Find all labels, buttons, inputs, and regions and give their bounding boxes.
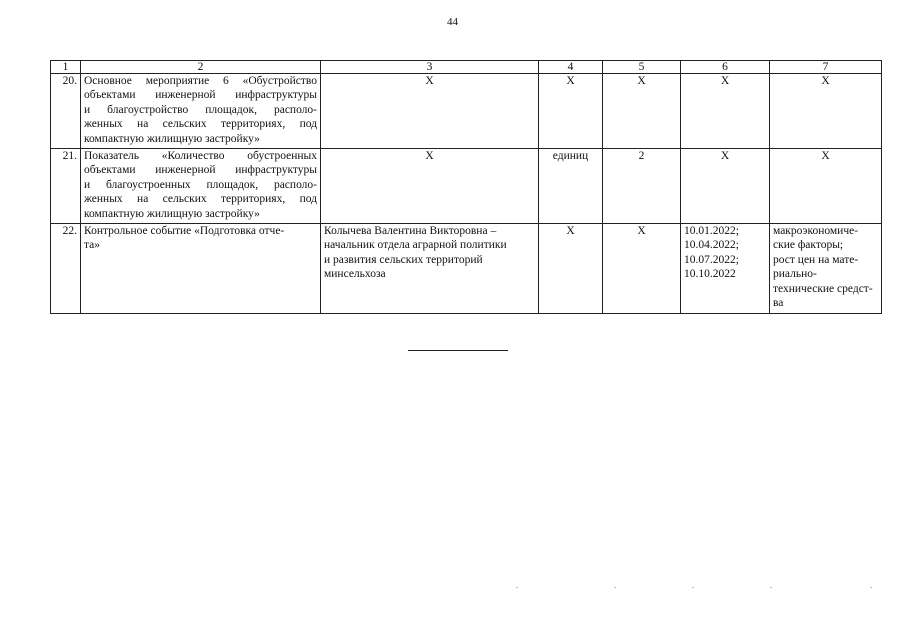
cell-text-line: 10.04.2022; bbox=[684, 239, 739, 252]
cell-text-line: минсельхоза bbox=[324, 268, 386, 281]
cell-text-line: риально- bbox=[773, 268, 817, 281]
value-cell: 2 bbox=[603, 149, 681, 224]
cell-text-line: Колычева Валентина Викторовна – bbox=[324, 225, 497, 237]
table-row bbox=[51, 224, 882, 314]
unit-cell: Х bbox=[539, 224, 603, 314]
scan-artifact bbox=[770, 587, 772, 588]
column-header: 2 bbox=[81, 61, 321, 74]
risk-factors-cell bbox=[770, 74, 882, 149]
separator-line bbox=[408, 350, 508, 351]
cell-text-line: женных на сельских территориях, под bbox=[84, 193, 317, 206]
cell-text-line: и развития сельских территорий bbox=[324, 253, 483, 266]
unit-cell: Х bbox=[539, 74, 603, 149]
risk-factors-cell bbox=[770, 224, 882, 314]
cell-text-line: та» bbox=[84, 239, 101, 252]
cell-text-line: Х bbox=[425, 150, 434, 162]
cell-text-line: 10.01.2022; bbox=[684, 225, 739, 237]
column-header: 6 bbox=[681, 61, 770, 74]
cell-text-line: объектами инженерной инфраструктуры bbox=[84, 89, 317, 102]
date-cell bbox=[681, 74, 770, 149]
cell-text-line: 10.10.2022 bbox=[684, 268, 736, 281]
date-cell bbox=[681, 149, 770, 224]
cell-text-line: компактную жилищную застройку» bbox=[84, 132, 260, 145]
cell-text-line: компактную жилищную застройку» bbox=[84, 207, 260, 220]
cell-text-line: и благоустроенных площадок, располо- bbox=[84, 178, 317, 191]
name-cell bbox=[81, 149, 321, 224]
cell-text-line: макроэкономиче- bbox=[773, 225, 859, 237]
scan-artifact bbox=[516, 587, 518, 588]
cell-text-line: Показатель «Количество обустроенных bbox=[84, 150, 317, 162]
cell-text-line: женных на сельских территориях, под bbox=[84, 118, 317, 131]
row-number-cell: 21. bbox=[51, 149, 81, 224]
responsible-cell bbox=[321, 224, 539, 314]
activities-table bbox=[50, 60, 882, 314]
date-cell bbox=[681, 224, 770, 314]
cell-text-line: Х bbox=[821, 75, 830, 87]
table-row bbox=[51, 149, 882, 224]
column-header: 3 bbox=[321, 61, 539, 74]
cell-text-line: технические средст- bbox=[773, 282, 873, 295]
scan-artifact bbox=[692, 587, 694, 588]
cell-text-line: ва bbox=[773, 297, 784, 310]
row-number-cell: 22. bbox=[51, 224, 81, 314]
value-cell: Х bbox=[603, 224, 681, 314]
cell-text-line: Х bbox=[425, 75, 434, 87]
column-header: 1 bbox=[51, 61, 81, 74]
cell-text-line: ские факторы; bbox=[773, 239, 844, 252]
page-number: 44 bbox=[447, 16, 458, 28]
cell-text-line: 10.07.2022; bbox=[684, 253, 739, 266]
unit-cell: единиц bbox=[539, 149, 603, 224]
risk-factors-cell bbox=[770, 149, 882, 224]
responsible-cell bbox=[321, 149, 539, 224]
responsible-cell bbox=[321, 74, 539, 149]
cell-text-line: рост цен на мате- bbox=[773, 253, 859, 266]
table-header-row bbox=[51, 61, 882, 74]
cell-text-line: и благоустройство площадок, располо- bbox=[84, 103, 317, 116]
value-cell: Х bbox=[603, 74, 681, 149]
column-header: 4 bbox=[539, 61, 603, 74]
scan-artifact bbox=[870, 587, 872, 588]
cell-text-line: Контрольное событие «Подготовка отче- bbox=[84, 225, 285, 237]
name-cell bbox=[81, 224, 321, 314]
cell-text-line: Основное мероприятие 6 «Обустройство bbox=[84, 75, 317, 87]
scan-artifact bbox=[614, 587, 616, 588]
cell-text-line: Х bbox=[720, 150, 730, 162]
cell-text-line: начальник отдела аграрной политики bbox=[324, 239, 507, 252]
table-row bbox=[51, 74, 882, 149]
cell-text-line: Х bbox=[821, 150, 830, 162]
row-number-cell: 20. bbox=[51, 74, 81, 149]
cell-text-line: объектами инженерной инфраструктуры bbox=[84, 164, 317, 177]
column-header: 5 bbox=[603, 61, 681, 74]
cell-text-line: Х bbox=[720, 75, 730, 87]
name-cell bbox=[81, 74, 321, 149]
column-header: 7 bbox=[770, 61, 882, 74]
